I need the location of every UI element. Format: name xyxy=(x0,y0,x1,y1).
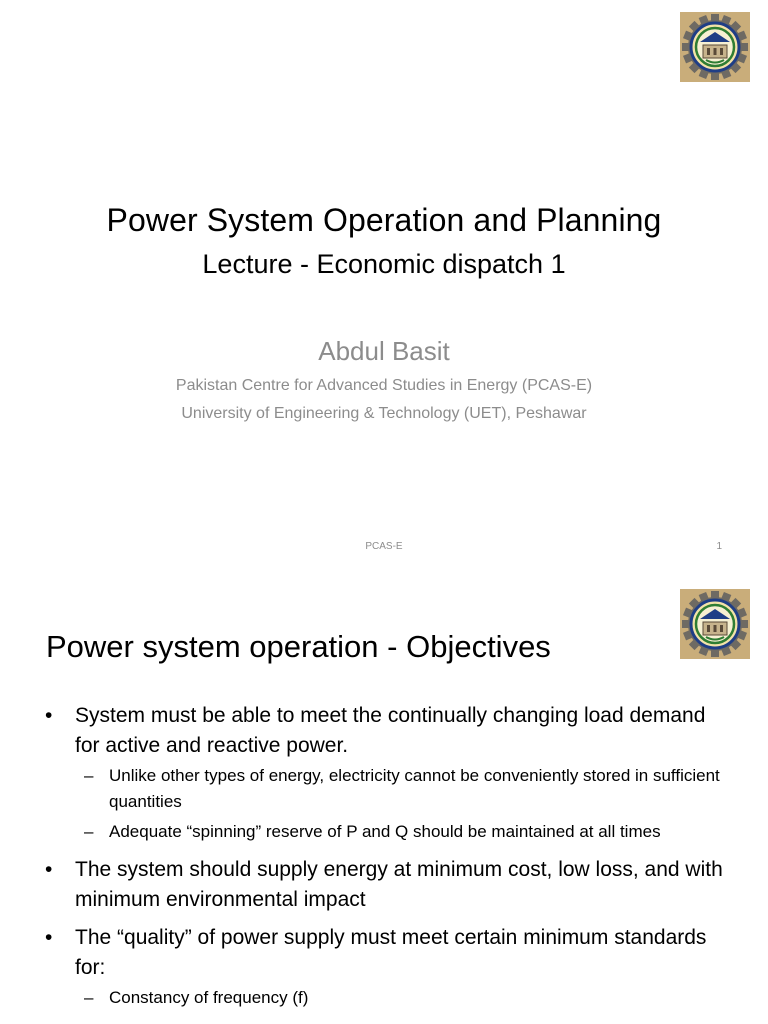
objectives-slide xyxy=(0,576,768,1024)
bullet-text: The “quality” of power supply must meet certain minimum standards for: xyxy=(75,926,707,979)
bullet-text: System must be able to meet the continually changing load demand for active and reactive power. xyxy=(75,704,706,757)
sub-bullet-item xyxy=(84,985,724,1011)
sub-bullet-text: Constancy of frequency (f) xyxy=(109,988,309,1007)
slide-footer: PCAS-E xyxy=(365,541,403,552)
slide-subtitle: Lecture - Economic dispatch 1 xyxy=(202,249,566,279)
bullet-icon: • xyxy=(45,858,53,881)
slide-title: Power system operation - Objectives xyxy=(46,629,551,664)
bullet-icon: • xyxy=(45,926,53,949)
dash-icon: – xyxy=(84,988,94,1007)
affiliation-line: University of Engineering & Technology (UET), Peshawar xyxy=(181,405,587,422)
sub-bullet-text: Adequate “spinning” reserve of P and Q should be maintained at all times xyxy=(109,822,661,841)
bullet-item xyxy=(45,923,735,983)
bullet-list xyxy=(0,701,768,1015)
bullet-item xyxy=(45,701,735,761)
slide-number: 1 xyxy=(716,541,722,552)
dash-icon: – xyxy=(84,766,94,785)
slide-title: Power System Operation and Planning xyxy=(106,202,662,238)
dash-icon: – xyxy=(84,822,94,841)
university-seal-logo xyxy=(680,12,750,82)
sub-bullet-item xyxy=(84,819,724,845)
affiliation-line: Pakistan Centre for Advanced Studies in Energy (PCAS-E) xyxy=(175,377,593,394)
bullet-item xyxy=(45,855,735,915)
university-seal-logo xyxy=(680,589,750,659)
bullet-text: The system should supply energy at minimum cost, low loss, and with minimum environmental impact xyxy=(75,858,723,911)
author-name: Abdul Basit xyxy=(318,336,450,366)
bullet-icon: • xyxy=(45,704,53,727)
sub-bullet-item xyxy=(84,763,724,815)
sub-bullet-text: Unlike other types of energy, electricity cannot be conveniently stored in sufficient quantities xyxy=(109,766,720,811)
